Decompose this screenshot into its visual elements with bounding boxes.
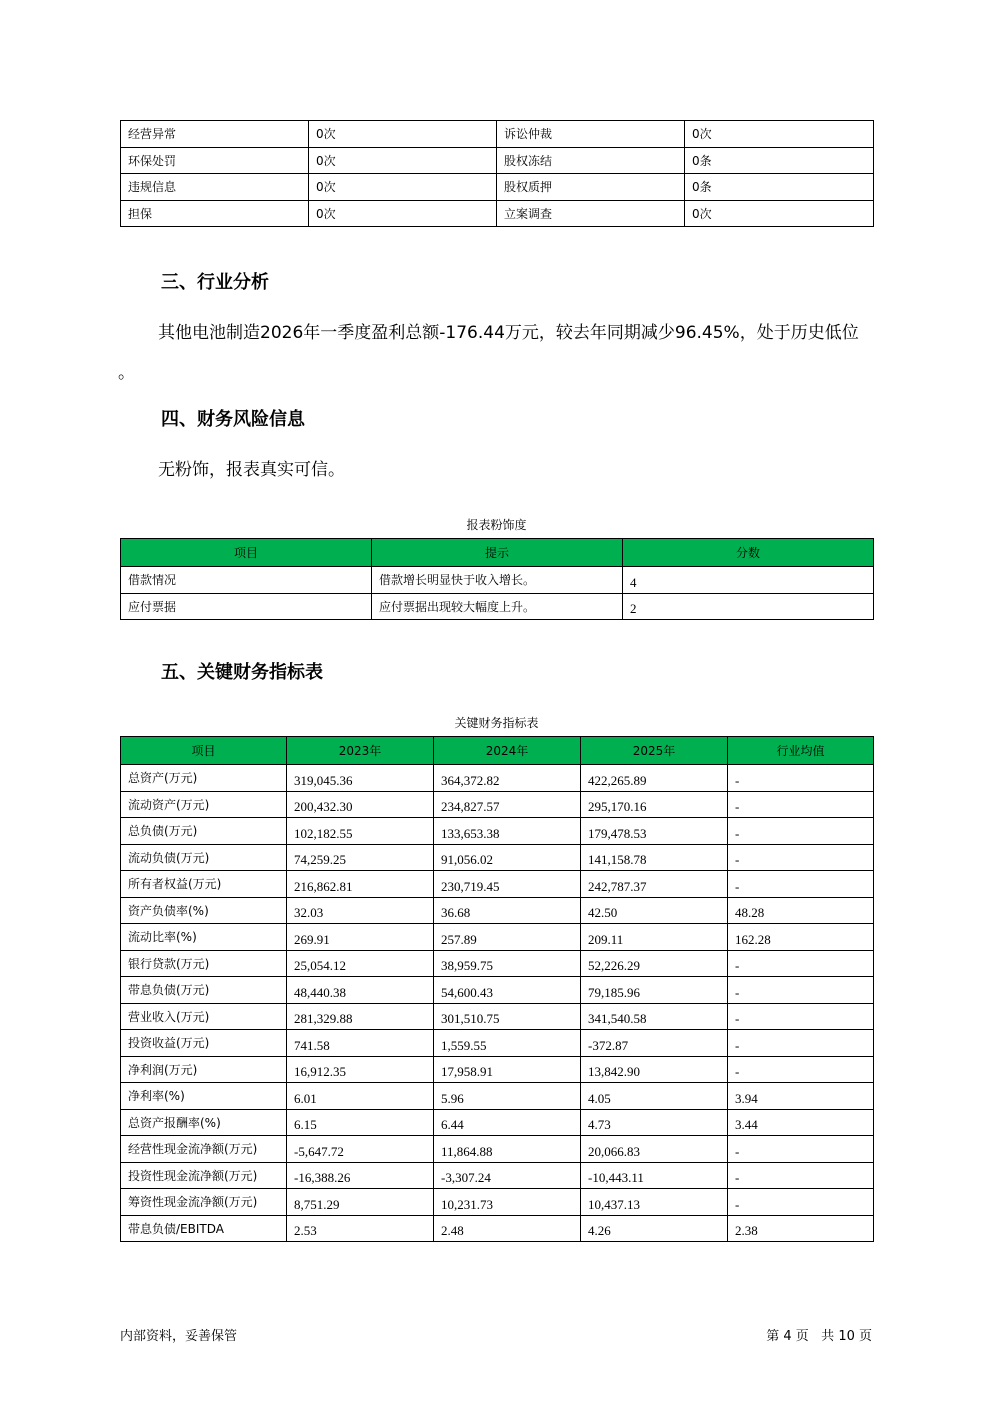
kpi-value: 4.05 bbox=[581, 1083, 728, 1110]
risk-item-label: 经营异常 bbox=[121, 121, 309, 148]
kpi-value: 257.89 bbox=[434, 924, 581, 951]
kpi-value: 4.73 bbox=[581, 1109, 728, 1136]
kpi-value: 10,437.13 bbox=[581, 1189, 728, 1216]
kpi-label: 投资性现金流净额(万元) bbox=[121, 1162, 287, 1189]
kpi-value: -10,443.11 bbox=[581, 1162, 728, 1189]
kpi-value: 269.91 bbox=[287, 924, 434, 951]
dressing-score: 2 bbox=[623, 593, 874, 620]
dressing-table-body bbox=[121, 567, 874, 620]
kpi-value: - bbox=[728, 765, 874, 792]
risk-item-count: 0次 bbox=[309, 147, 497, 174]
table-row bbox=[121, 1030, 874, 1057]
kpi-value: 200,432.30 bbox=[287, 791, 434, 818]
risk-item-label: 环保处罚 bbox=[121, 147, 309, 174]
kpi-value: 10,231.73 bbox=[434, 1189, 581, 1216]
kpi-value: 242,787.37 bbox=[581, 871, 728, 898]
kpi-value: 5.96 bbox=[434, 1083, 581, 1110]
dressing-item: 应付票据 bbox=[121, 593, 372, 620]
kpi-value: 102,182.55 bbox=[287, 818, 434, 845]
kpi-value: 20,066.83 bbox=[581, 1136, 728, 1163]
table-row bbox=[121, 1109, 874, 1136]
dressing-item: 借款情况 bbox=[121, 567, 372, 594]
table-row bbox=[121, 791, 874, 818]
kpi-label: 筹资性现金流净额(万元) bbox=[121, 1189, 287, 1216]
kpi-value: 295,170.16 bbox=[581, 791, 728, 818]
kpi-value: - bbox=[728, 871, 874, 898]
kpi-value: 162.28 bbox=[728, 924, 874, 951]
kpi-value: 141,158.78 bbox=[581, 844, 728, 871]
kpi-value: 4.26 bbox=[581, 1215, 728, 1242]
table-row bbox=[121, 1056, 874, 1083]
kpi-value: 741.58 bbox=[287, 1030, 434, 1057]
section-4-text: 无粉饰，报表真实可信。 bbox=[158, 460, 345, 480]
column-header: 项目 bbox=[121, 737, 287, 765]
table-row bbox=[121, 593, 874, 620]
kpi-value: 1,559.55 bbox=[434, 1030, 581, 1057]
dressing-table-caption: 报表粉饰度 bbox=[466, 518, 527, 532]
kpi-label: 总资产报酬率(%) bbox=[121, 1109, 287, 1136]
kpi-value: 422,265.89 bbox=[581, 765, 728, 792]
kpi-value: - bbox=[728, 1030, 874, 1057]
table-row bbox=[121, 567, 874, 594]
dressing-hint: 借款增长明显快于收入增长。 bbox=[372, 567, 623, 594]
kpi-value: - bbox=[728, 818, 874, 845]
kpi-value: 2.53 bbox=[287, 1215, 434, 1242]
table-row bbox=[121, 1083, 874, 1110]
kpi-value: - bbox=[728, 950, 874, 977]
kpi-value: 13,842.90 bbox=[581, 1056, 728, 1083]
kpi-value: -5,647.72 bbox=[287, 1136, 434, 1163]
risk-item-count: 0次 bbox=[309, 200, 497, 227]
kpi-value: 364,372.82 bbox=[434, 765, 581, 792]
table-row bbox=[121, 950, 874, 977]
kpi-value: 6.44 bbox=[434, 1109, 581, 1136]
table-row bbox=[121, 1136, 874, 1163]
kpi-value: - bbox=[728, 844, 874, 871]
risk-item-count: 0次 bbox=[685, 121, 874, 148]
kpi-value: 281,329.88 bbox=[287, 1003, 434, 1030]
kpi-label: 总资产(万元) bbox=[121, 765, 287, 792]
kpi-value: 8,751.29 bbox=[287, 1189, 434, 1216]
risk-item-label: 违规信息 bbox=[121, 174, 309, 201]
kpi-label: 净利润(万元) bbox=[121, 1056, 287, 1083]
kpi-label: 银行贷款(万元) bbox=[121, 950, 287, 977]
table-row bbox=[121, 1162, 874, 1189]
kpi-value: - bbox=[728, 791, 874, 818]
column-header: 项目 bbox=[121, 539, 372, 567]
kpi-value: 54,600.43 bbox=[434, 977, 581, 1004]
table-row bbox=[121, 200, 874, 227]
kpi-value: 3.44 bbox=[728, 1109, 874, 1136]
footer-left: 内部资料，妥善保管 bbox=[120, 1329, 238, 1344]
table-row bbox=[121, 1003, 874, 1030]
section-3-text-line2: 。 bbox=[118, 363, 135, 383]
kpi-value: - bbox=[728, 1136, 874, 1163]
kpi-label: 流动资产(万元) bbox=[121, 791, 287, 818]
dressing-hint: 应付票据出现较大幅度上升。 bbox=[372, 593, 623, 620]
table-row bbox=[121, 897, 874, 924]
section-3-text-line1: 其他电池制造2026年一季度盈利总额-176.44万元，较去年同期减少96.45%，处于历史低位 bbox=[158, 323, 859, 343]
table-row bbox=[121, 818, 874, 845]
table-row bbox=[121, 977, 874, 1004]
kpi-value: 179,478.53 bbox=[581, 818, 728, 845]
kpi-value: 17,958.91 bbox=[434, 1056, 581, 1083]
kpi-value: 216,862.81 bbox=[287, 871, 434, 898]
kpi-value: - bbox=[728, 1189, 874, 1216]
table-row bbox=[121, 765, 874, 792]
risk-info-table-body bbox=[121, 121, 874, 227]
kpi-value: -3,307.24 bbox=[434, 1162, 581, 1189]
kpi-value: 2.38 bbox=[728, 1215, 874, 1242]
table-row bbox=[121, 924, 874, 951]
column-header: 2023年 bbox=[287, 737, 434, 765]
kpi-value: 6.01 bbox=[287, 1083, 434, 1110]
dressing-table bbox=[120, 538, 874, 620]
risk-info-table bbox=[120, 120, 874, 227]
section-4-title: 四、财务风险信息 bbox=[161, 409, 305, 430]
kpi-value: -16,388.26 bbox=[287, 1162, 434, 1189]
kpi-label: 投资收益(万元) bbox=[121, 1030, 287, 1057]
kpi-value: 91,056.02 bbox=[434, 844, 581, 871]
kpi-value: - bbox=[728, 1003, 874, 1030]
risk-item-count: 0次 bbox=[685, 200, 874, 227]
risk-item-count: 0次 bbox=[309, 174, 497, 201]
kpi-value: - bbox=[728, 1162, 874, 1189]
kpi-table bbox=[120, 736, 874, 1242]
kpi-value: 48.28 bbox=[728, 897, 874, 924]
risk-item-label: 股权质押 bbox=[497, 174, 685, 201]
kpi-value: 11,864.88 bbox=[434, 1136, 581, 1163]
risk-item-count: 0次 bbox=[309, 121, 497, 148]
kpi-label: 经营性现金流净额(万元) bbox=[121, 1136, 287, 1163]
kpi-value: 341,540.58 bbox=[581, 1003, 728, 1030]
kpi-label: 营业收入(万元) bbox=[121, 1003, 287, 1030]
kpi-value: 38,959.75 bbox=[434, 950, 581, 977]
table-row bbox=[121, 871, 874, 898]
kpi-label: 流动比率(%) bbox=[121, 924, 287, 951]
risk-item-count: 0条 bbox=[685, 174, 874, 201]
kpi-table-header-row bbox=[121, 737, 874, 765]
section-3-title: 三、行业分析 bbox=[161, 272, 269, 293]
column-header: 2025年 bbox=[581, 737, 728, 765]
kpi-value: -372.87 bbox=[581, 1030, 728, 1057]
kpi-value: 48,440.38 bbox=[287, 977, 434, 1004]
table-row bbox=[121, 1189, 874, 1216]
risk-item-count: 0条 bbox=[685, 147, 874, 174]
risk-item-label: 担保 bbox=[121, 200, 309, 227]
kpi-label: 流动负债(万元) bbox=[121, 844, 287, 871]
column-header: 提示 bbox=[372, 539, 623, 567]
kpi-value: 6.15 bbox=[287, 1109, 434, 1136]
risk-item-label: 立案调查 bbox=[497, 200, 685, 227]
kpi-value: 301,510.75 bbox=[434, 1003, 581, 1030]
kpi-value: 230,719.45 bbox=[434, 871, 581, 898]
kpi-value: 42.50 bbox=[581, 897, 728, 924]
kpi-value: - bbox=[728, 977, 874, 1004]
kpi-value: 25,054.12 bbox=[287, 950, 434, 977]
table-row bbox=[121, 844, 874, 871]
kpi-value: 319,045.36 bbox=[287, 765, 434, 792]
section-5-title: 五、关键财务指标表 bbox=[161, 662, 323, 683]
kpi-value: 209.11 bbox=[581, 924, 728, 951]
kpi-label: 带息负债(万元) bbox=[121, 977, 287, 1004]
column-header: 分数 bbox=[623, 539, 874, 567]
kpi-table-caption: 关键财务指标表 bbox=[454, 716, 539, 730]
kpi-value: 36.68 bbox=[434, 897, 581, 924]
kpi-value: 234,827.57 bbox=[434, 791, 581, 818]
kpi-value: - bbox=[728, 1056, 874, 1083]
kpi-value: 16,912.35 bbox=[287, 1056, 434, 1083]
table-row bbox=[121, 1215, 874, 1242]
table-row bbox=[121, 121, 874, 148]
kpi-value: 74,259.25 bbox=[287, 844, 434, 871]
dressing-table-header-row bbox=[121, 539, 874, 567]
column-header: 行业均值 bbox=[728, 737, 874, 765]
kpi-label: 带息负债/EBITDA bbox=[121, 1215, 287, 1242]
dressing-score: 4 bbox=[623, 567, 874, 594]
kpi-table-body bbox=[121, 765, 874, 1242]
kpi-value: 2.48 bbox=[434, 1215, 581, 1242]
risk-item-label: 股权冻结 bbox=[497, 147, 685, 174]
column-header: 2024年 bbox=[434, 737, 581, 765]
risk-item-label: 诉讼仲裁 bbox=[497, 121, 685, 148]
kpi-label: 总负债(万元) bbox=[121, 818, 287, 845]
kpi-value: 133,653.38 bbox=[434, 818, 581, 845]
table-row bbox=[121, 147, 874, 174]
kpi-value: 52,226.29 bbox=[581, 950, 728, 977]
kpi-value: 32.03 bbox=[287, 897, 434, 924]
kpi-value: 3.94 bbox=[728, 1083, 874, 1110]
footer-page-number: 第 4 页 共 10 页 bbox=[766, 1329, 872, 1344]
kpi-label: 资产负债率(%) bbox=[121, 897, 287, 924]
kpi-label: 净利率(%) bbox=[121, 1083, 287, 1110]
kpi-label: 所有者权益(万元) bbox=[121, 871, 287, 898]
table-row bbox=[121, 174, 874, 201]
kpi-value: 79,185.96 bbox=[581, 977, 728, 1004]
